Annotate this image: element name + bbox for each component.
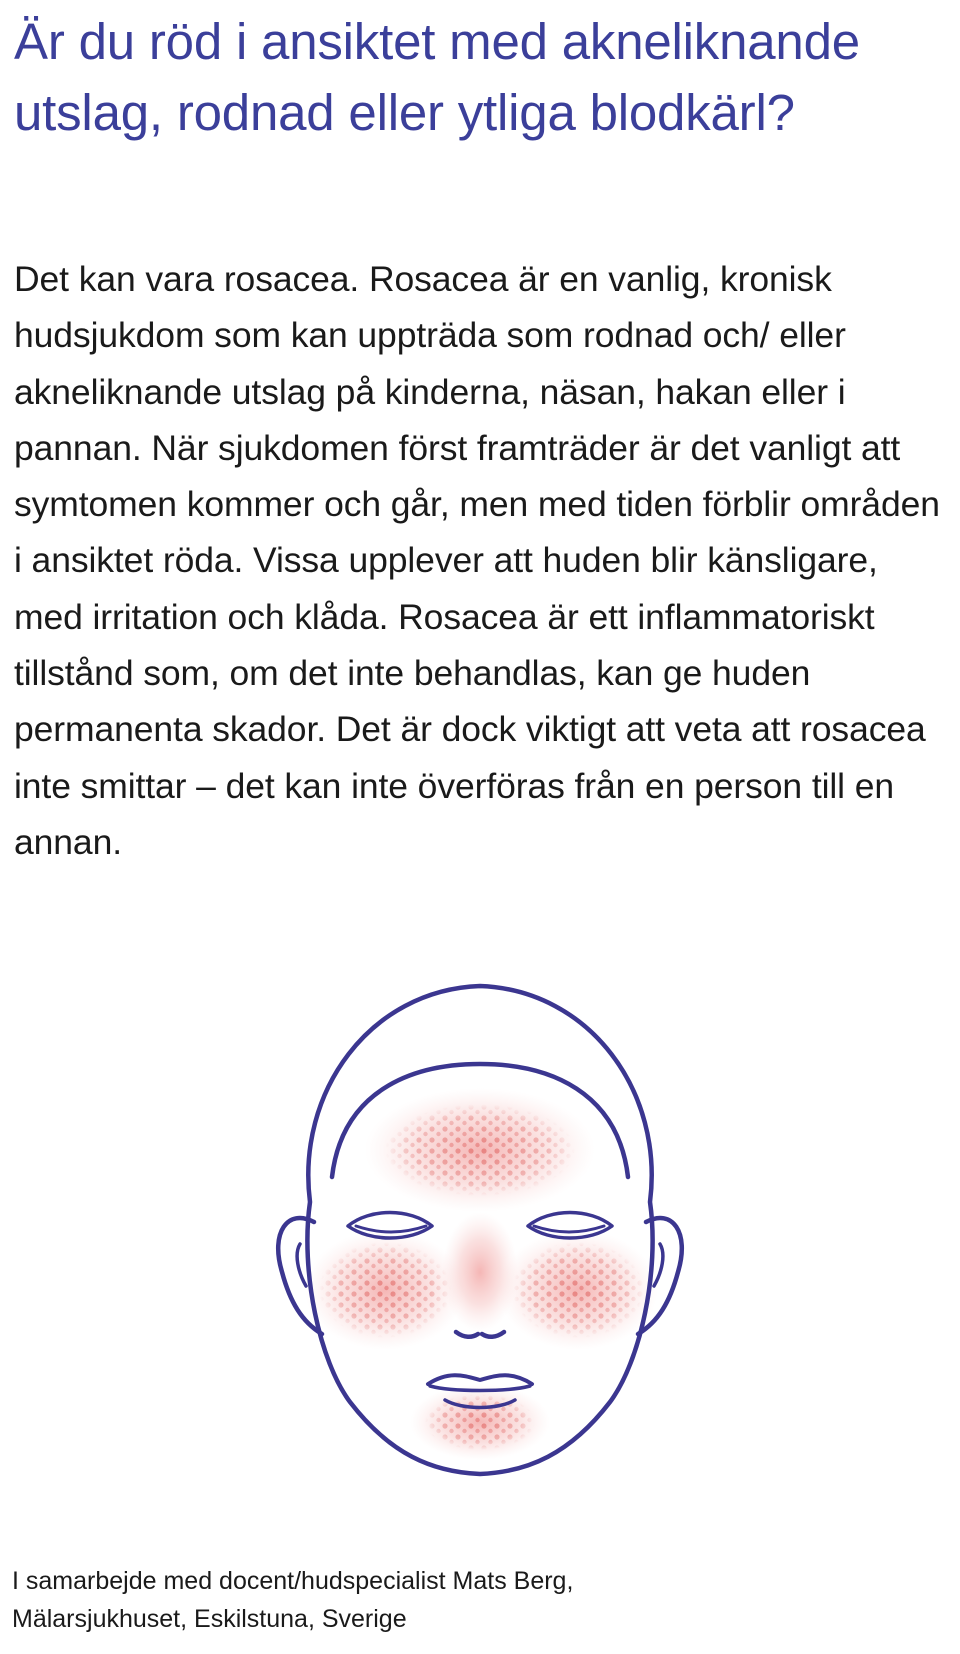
face-with-rosacea-icon bbox=[260, 972, 700, 1482]
mouth bbox=[428, 1375, 532, 1384]
credit-line-1: I samarbejde med docent/hudspecialist Mats Berg, bbox=[12, 1567, 574, 1595]
page-title: Är du röd i ansiktet med akneliknande utslag, rodnad eller ytliga blodkärl? bbox=[14, 13, 860, 141]
body-paragraph: Det kan vara rosacea. Rosacea är en vanlig, kronisk hudsjukdom som kan uppträda som rodnad och/ eller akneliknande utslag på kinderna, näsan, hakan eller i pannan. När sjukdomen först framträder är det vanligt att symtomen kommer och går, men med tiden förblir områden i ansiktet röda. Vissa upplever att huden blir känsligare, med irritation och klåda. Rosacea är ett inflammatoriskt tillstånd som, om det inte behandlas, kan ge huden permanenta skador. Det är dock viktigt att veta att rosacea inte smittar – det kan inte överföras från en person till en annan. bbox=[14, 259, 940, 862]
nose bbox=[456, 1332, 478, 1337]
credit-note bbox=[12, 1562, 952, 1638]
credit-line-2: Mälarsjukhuset, Eskilstuna, Sverige bbox=[12, 1605, 407, 1633]
redness-overlay bbox=[305, 1088, 658, 1460]
